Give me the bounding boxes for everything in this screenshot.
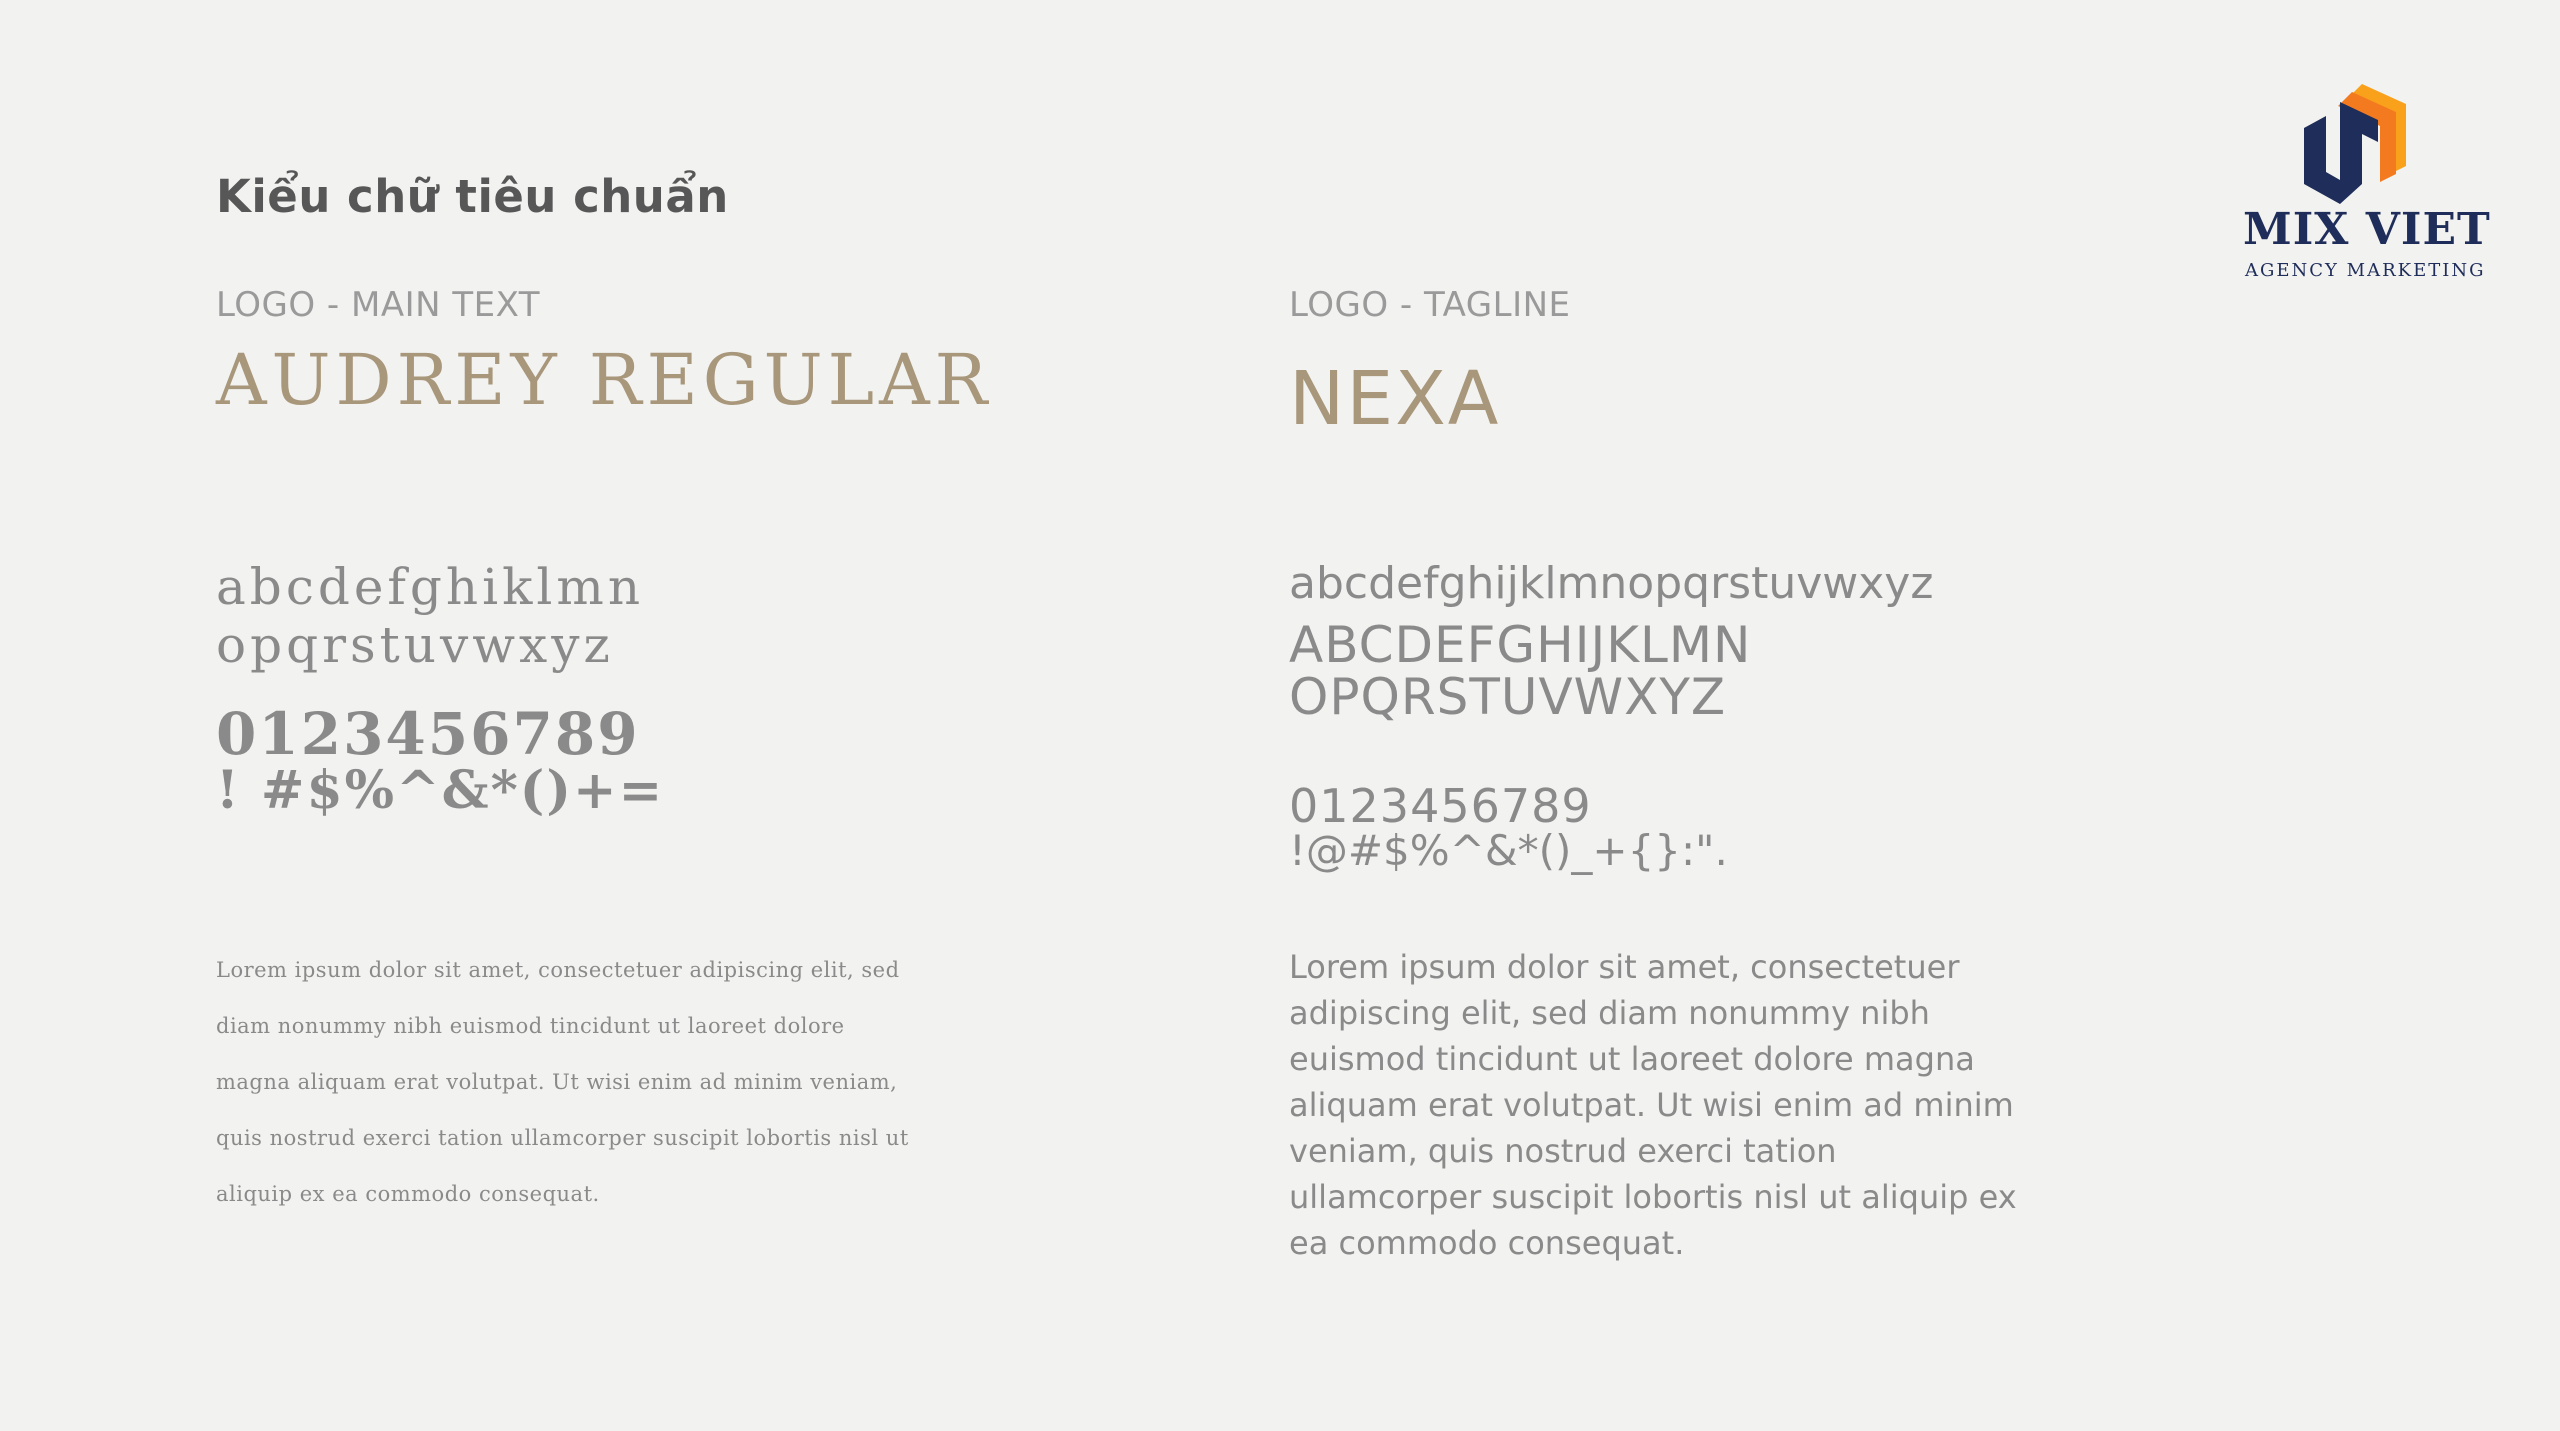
logo-name: MIX VIET xyxy=(2243,204,2491,255)
body-line: adipiscing elit, sed diam nonummy nibh xyxy=(1289,994,1930,1032)
tagline-font-lowercase-sample: abcdefghijklmnopqrstuvwxyz xyxy=(1289,558,1934,609)
body-line: Lorem ipsum dolor sit amet, consectetuer xyxy=(1289,948,1960,986)
tagline-label: LOGO - TAGLINE xyxy=(1289,285,1571,325)
tagline-font-digits-sample: 0123456789 xyxy=(1289,779,1592,833)
tagline-font-body-sample xyxy=(1289,944,2029,1266)
body-line: magna aliquam erat volutpat. Ut wisi enim ad minim veniam, xyxy=(216,1070,898,1094)
tagline-font-symbols-sample: !@#$%^&*()_+{}:". xyxy=(1289,826,1728,875)
body-line: veniam, quis nostrud exerci tation xyxy=(1289,1132,1837,1170)
body-line: euismod tincidunt ut laoreet dolore magna xyxy=(1289,1040,1975,1078)
main-font-name: AUDREY REGULAR xyxy=(216,339,993,421)
main-font-body-sample xyxy=(216,942,909,1222)
body-line: ullamcorper suscipit lobortis nisl ut aliquip ex xyxy=(1289,1178,2017,1216)
body-line: aliquam erat volutpat. Ut wisi enim ad minim xyxy=(1289,1086,2014,1124)
body-line: diam nonummy nibh euismod tincidunt ut laoreet dolore xyxy=(216,1014,845,1038)
body-line: aliquip ex ea commodo consequat. xyxy=(216,1182,600,1206)
body-line: quis nostrud exerci tation ullamcorper suscipit lobortis nisl ut xyxy=(216,1126,909,1150)
main-font-symbols-sample: ! #$%^&*()+= xyxy=(216,760,665,821)
tagline-font-uppercase-sample-1: ABCDEFGHIJKLMN xyxy=(1289,616,1752,674)
tagline-font-uppercase-sample-2: OPQRSTUVWXYZ xyxy=(1289,668,1727,726)
body-line: Lorem ipsum dolor sit amet, consectetuer adipiscing elit, sed xyxy=(216,958,900,982)
page-title: Kiểu chữ tiêu chuẩn xyxy=(216,170,729,223)
main-font-digits-sample: 0123456789 xyxy=(216,700,640,768)
body-line: ea commodo consequat. xyxy=(1289,1224,1685,1262)
main-font-lowercase-sample-1: abcdefghiklmn xyxy=(216,558,645,616)
main-text-label: LOGO - MAIN TEXT xyxy=(216,285,541,325)
main-font-lowercase-sample-2: opqrstuvwxyz xyxy=(216,616,614,674)
logo-tagline: AGENCY MARKETING xyxy=(2245,260,2486,281)
brand-logo xyxy=(2240,80,2491,290)
tagline-font-name: NEXA xyxy=(1289,356,1501,442)
logo-cube-icon xyxy=(2300,80,2430,210)
